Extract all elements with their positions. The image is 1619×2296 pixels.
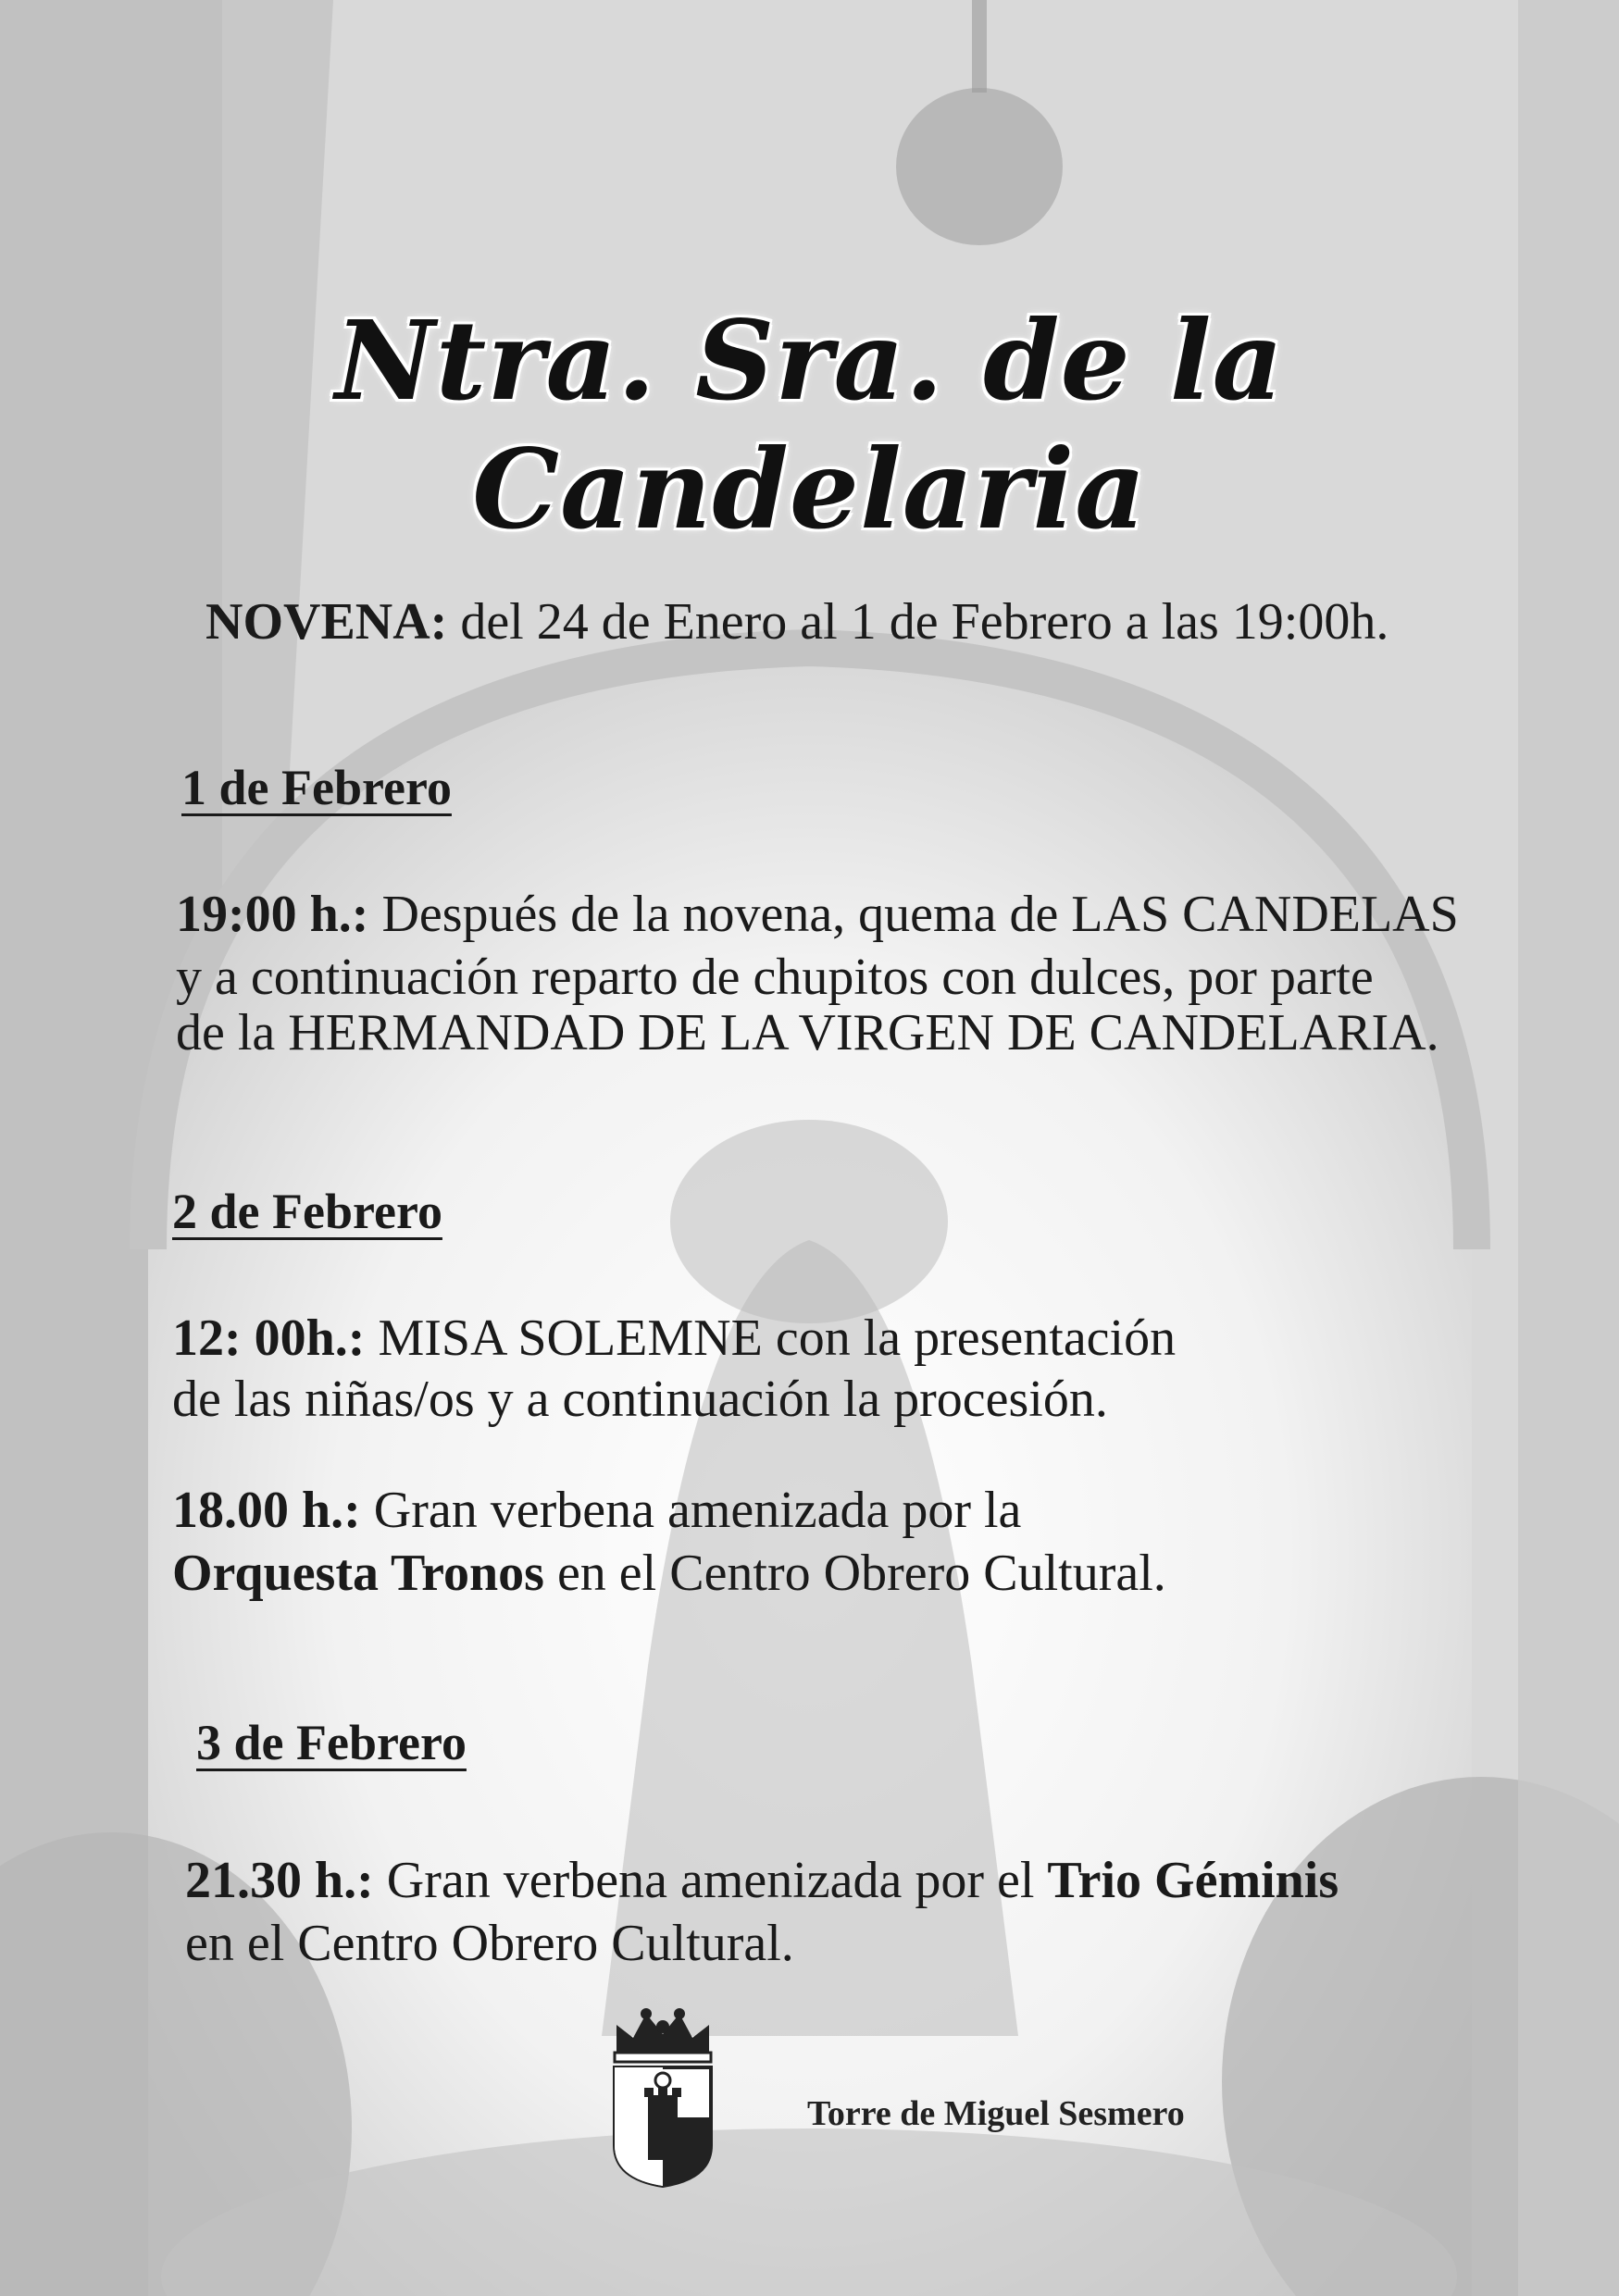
event-line [172, 1477, 1021, 1544]
event-time: 19:00 h.: [176, 886, 369, 943]
event-line: de las niñas/os y a continuación la procesión. [172, 1371, 1108, 1428]
event-text: Gran verbena amenizada por la [360, 1482, 1022, 1539]
event-text: MISA SOLEMNE con la presentación [365, 1309, 1177, 1367]
event-line [176, 881, 1459, 948]
day-heading-1: 1 de Febrero [181, 760, 452, 815]
event-line: en el Centro Obrero Cultural. [185, 1915, 794, 1972]
novena-line [205, 589, 1389, 655]
novena-label: NOVENA: [205, 593, 448, 651]
event-line [172, 1305, 1176, 1371]
page-title: Ntra. Sra. de la Candelaria [334, 296, 1285, 553]
event-line [185, 1847, 1339, 1914]
event-text: Gran verbena amenizada por el [373, 1852, 1048, 1909]
event-text: Después de la novena, quema de LAS CANDELAS [368, 886, 1459, 943]
band-name: Trio Géminis [1047, 1852, 1339, 1909]
event-time: 12: 00h.: [172, 1309, 366, 1367]
day-heading-3: 3 de Febrero [196, 1715, 467, 1770]
town-name: Torre de Miguel Sesmero [807, 2094, 1185, 2133]
novena-text: del 24 de Enero al 1 de Febrero a las 19:00h. [447, 593, 1389, 651]
town-crest-icon [607, 2006, 718, 2188]
day-heading-2: 2 de Febrero [172, 1184, 442, 1239]
event-line: y a continuación reparto de chupitos con dulces, por parte [176, 949, 1374, 1006]
band-name: Orquesta Tronos [172, 1545, 544, 1602]
event-text: en el Centro Obrero Cultural. [543, 1545, 1166, 1602]
event-time: 18.00 h.: [172, 1482, 361, 1539]
event-line: de la HERMANDAD DE LA VIRGEN DE CANDELARIA. [176, 1004, 1439, 1061]
event-line [172, 1540, 1166, 1607]
event-time: 21.30 h.: [185, 1852, 374, 1909]
